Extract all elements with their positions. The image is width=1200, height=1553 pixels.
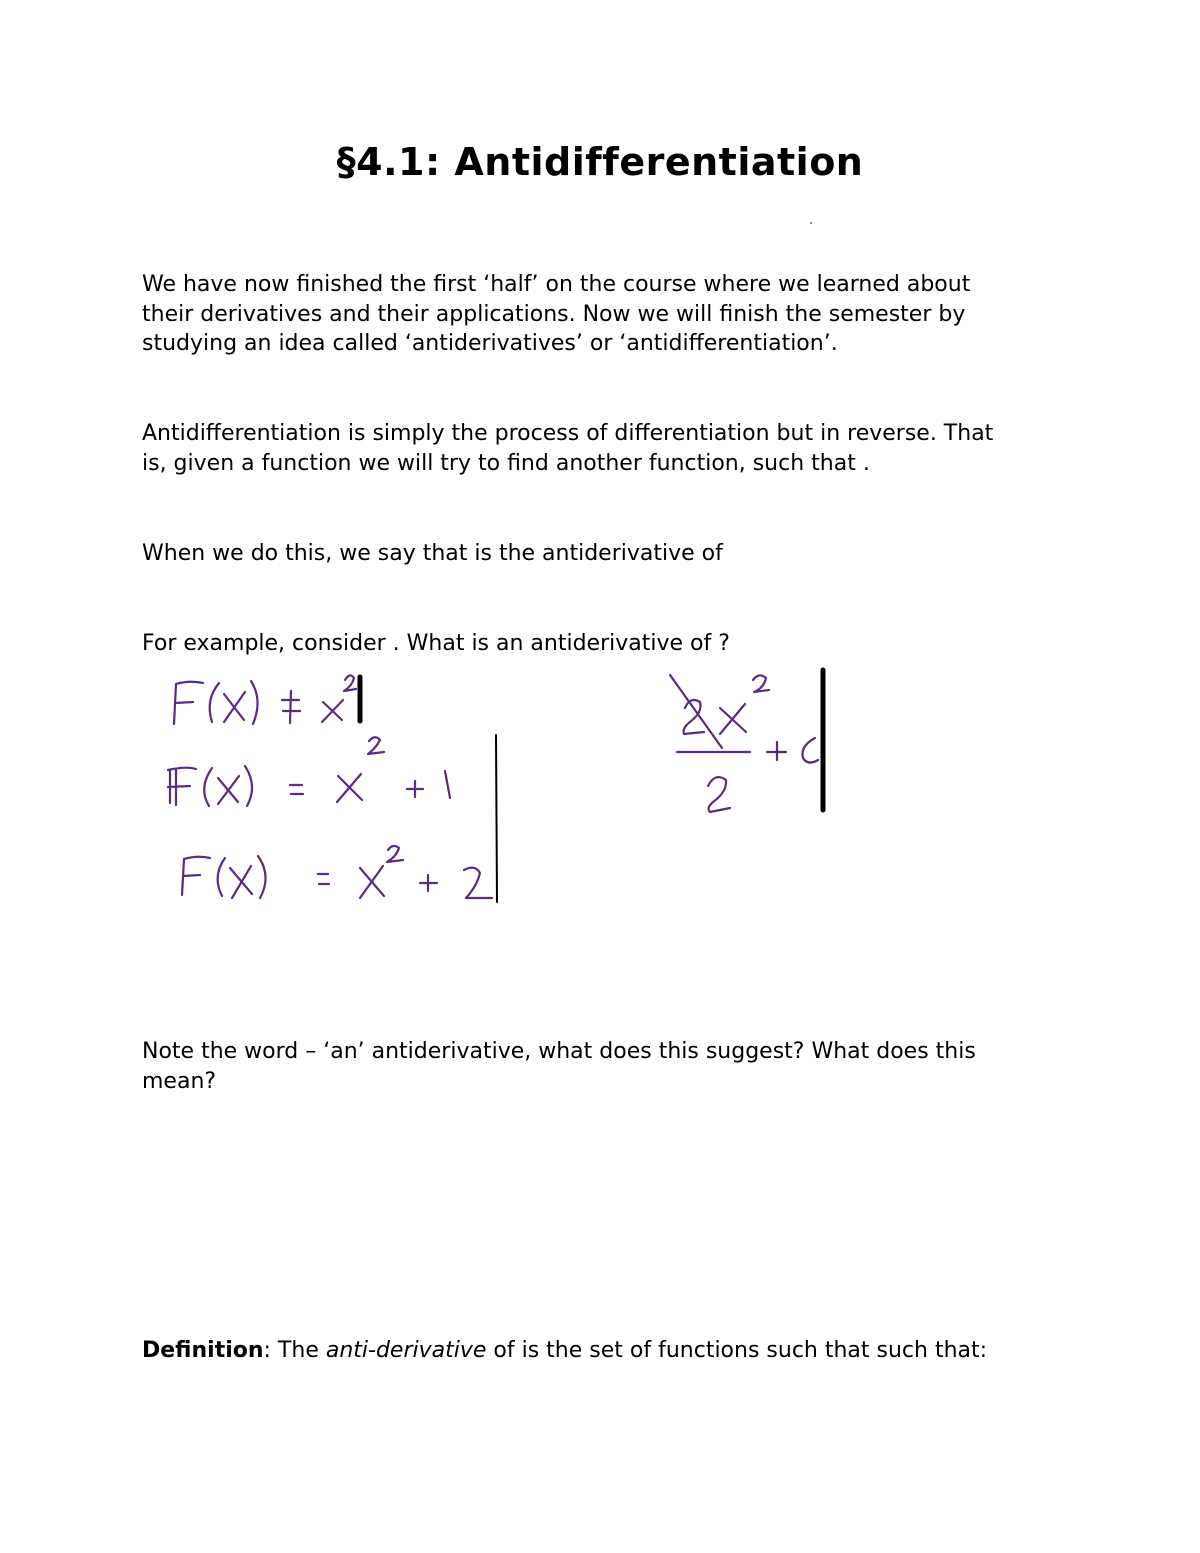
definition-colon: : The bbox=[263, 1338, 326, 1363]
definition-line bbox=[142, 1336, 1072, 1366]
divider-line bbox=[496, 735, 497, 902]
text-line: When we do this, we say that is the antiderivative of bbox=[142, 541, 723, 566]
definition-paragraph bbox=[142, 1336, 1072, 1366]
note-paragraph bbox=[142, 1037, 1072, 1096]
definition-text: of is the set of functions such that such that: bbox=[486, 1338, 988, 1363]
handwriting-line-2 bbox=[168, 737, 450, 806]
intro-paragraph bbox=[142, 270, 1072, 359]
text-line: Note the word – ‘an’ antiderivative, what does this suggest? What does this bbox=[142, 1039, 976, 1064]
handwriting-line-3 bbox=[182, 846, 492, 898]
text-line: is, given a function we will try to find another function, such that . bbox=[142, 450, 870, 476]
text-line: their derivatives and their applications. Now we will finish the semester by bbox=[142, 301, 966, 327]
handwriting-line-1 bbox=[174, 675, 360, 724]
definition-term: anti-derivative bbox=[325, 1338, 487, 1363]
definition-label: Definition bbox=[142, 1338, 264, 1363]
text-line: Antidifferentiation is simply the process of differentiation but in reverse. That bbox=[142, 421, 994, 446]
antidifferentiation-paragraph bbox=[142, 419, 1072, 478]
text-line: mean? bbox=[142, 1068, 217, 1094]
antiderivative-statement bbox=[142, 539, 1072, 569]
page-title: §4.1: Antidifferentiation bbox=[336, 140, 864, 184]
text-line: We have now finished the first ‘half’ on the course where we learned about bbox=[142, 272, 971, 297]
example-prompt bbox=[142, 629, 1072, 659]
handwriting-antiderivative-expression bbox=[670, 670, 823, 812]
text-line: studying an idea called ‘antiderivatives’ or ‘antidifferentiation’. bbox=[142, 331, 838, 356]
stray-mark bbox=[810, 222, 812, 224]
text-line: For example, consider . What is an antiderivative of ? bbox=[142, 631, 730, 656]
